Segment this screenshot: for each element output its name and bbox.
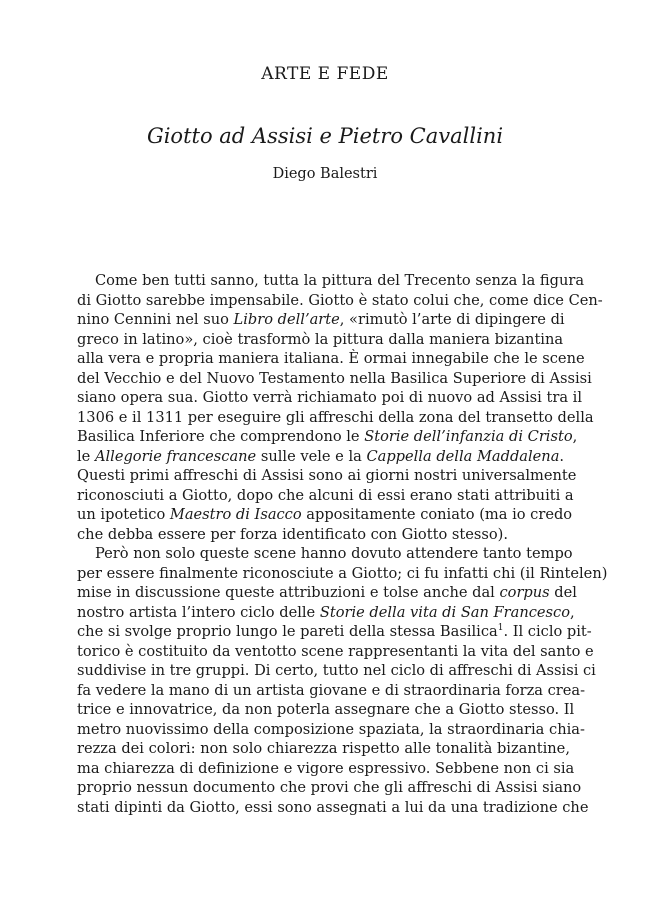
text-line: Come ben tutti sanno, tutta la pittura del Trecento senza la figura: [95, 272, 585, 289]
section-heading: ARTE E FEDE: [261, 64, 389, 84]
text-line: mise in discussione queste attribuzioni e tolse anche dal corpus del: [77, 584, 577, 601]
text-line: Questi primi affreschi di Assisi sono ai giorni nostri universalmente: [77, 467, 577, 484]
work-title-italic: Allegorie francescane: [94, 447, 257, 465]
text-line: torico è costituito da ventotto scene rappresentanti la vita del santo e: [77, 642, 594, 660]
paragraph-1: [77, 271, 603, 544]
work-title-italic: Storie dell’infanzia di Cristo: [364, 428, 573, 445]
text-line: del Vecchio e del Nuovo Testamento nella Basilica Superiore di Assisi: [77, 369, 592, 387]
text-line: che debba essere per forza identificato con Giotto stesso).: [77, 525, 508, 543]
text-line: alla vera e propria maniera italiana. È ormai innegabile che le scene: [77, 350, 585, 367]
author-name: Diego Balestri: [272, 166, 378, 182]
article-title: Giotto ad Assisi e Pietro Cavallini: [146, 124, 504, 148]
paragraph-2: [77, 544, 608, 817]
work-title-italic: Storie della vita di San Francesco: [319, 603, 571, 621]
work-title-italic: Cappella della Maddalena: [366, 447, 560, 465]
text-line: greco in latino», cioè trasformò la pittura dalla maniera bizantina: [77, 330, 564, 348]
footnote-ref[interactable]: 1: [497, 623, 504, 633]
text-line: per essere finalmente riconosciute a Giotto; ci fu infatti chi (il Rintelen): [77, 564, 608, 582]
text-line: rezza dei colori: non solo chiarezza rispetto alle tonalità bizantine,: [77, 740, 570, 757]
text-line: stati dipinti da Giotto, essi sono assegnati a lui da una tradizione che: [77, 798, 589, 816]
text-line: le Allegorie francescane sulle vele e la Cappella della Maddalena.: [77, 447, 565, 465]
article-body: [77, 271, 608, 817]
latin-term-italic: corpus: [499, 584, 550, 601]
text-line: di Giotto sarebbe impensabile. Giotto è stato colui che, come dice Cen-: [77, 291, 603, 309]
text-line: ma chiarezza di definizione e vigore espressivo. Sebbene non ci sia: [77, 759, 575, 777]
text-line: metro nuovissimo della composizione spaziata, la straordinaria chia-: [77, 720, 585, 738]
text-line: un ipotetico Maestro di Isacco appositamente coniato (ma io credo: [77, 506, 573, 523]
text-line: nino Cennini nel suo Libro dell’arte, «rimutò l’arte di dipingere di: [77, 311, 565, 328]
text-line: siano opera sua. Giotto verrà richiamato poi di nuovo ad Assisi tra il: [77, 389, 582, 406]
text-line: proprio nessun documento che provi che gli affreschi di Assisi siano: [77, 779, 582, 796]
text-line: fa vedere la mano di un artista giovane e di straordinaria forza crea-: [77, 681, 586, 699]
text-line: nostro artista l’intero ciclo delle Storie della vita di San Francesco,: [77, 603, 575, 621]
text-line: riconosciuti a Giotto, dopo che alcuni di essi erano stati attribuiti a: [77, 486, 574, 504]
text-line: 1306 e il 1311 per eseguire gli affreschi della zona del transetto della: [77, 408, 594, 426]
text-line: che si svolge proprio lungo le pareti della stessa Basilica$^1$. Il ciclo pit-: [77, 623, 592, 640]
text-line: suddivise in tre gruppi. Di certo, tutto nel ciclo di affreschi di Assisi ci: [77, 662, 596, 679]
text-line: Basilica Inferiore che comprendono le Storie dell’infanzia di Cristo,: [77, 428, 578, 445]
text-line: Però non solo queste scene hanno dovuto attendere tanto tempo: [95, 545, 573, 562]
text-line: trice e innovatrice, da non poterla assegnare che a Giotto stesso. Il: [77, 701, 575, 718]
book-title-italic: Libro dell’arte: [233, 311, 340, 328]
name-italic: Maestro di Isacco: [169, 506, 302, 523]
